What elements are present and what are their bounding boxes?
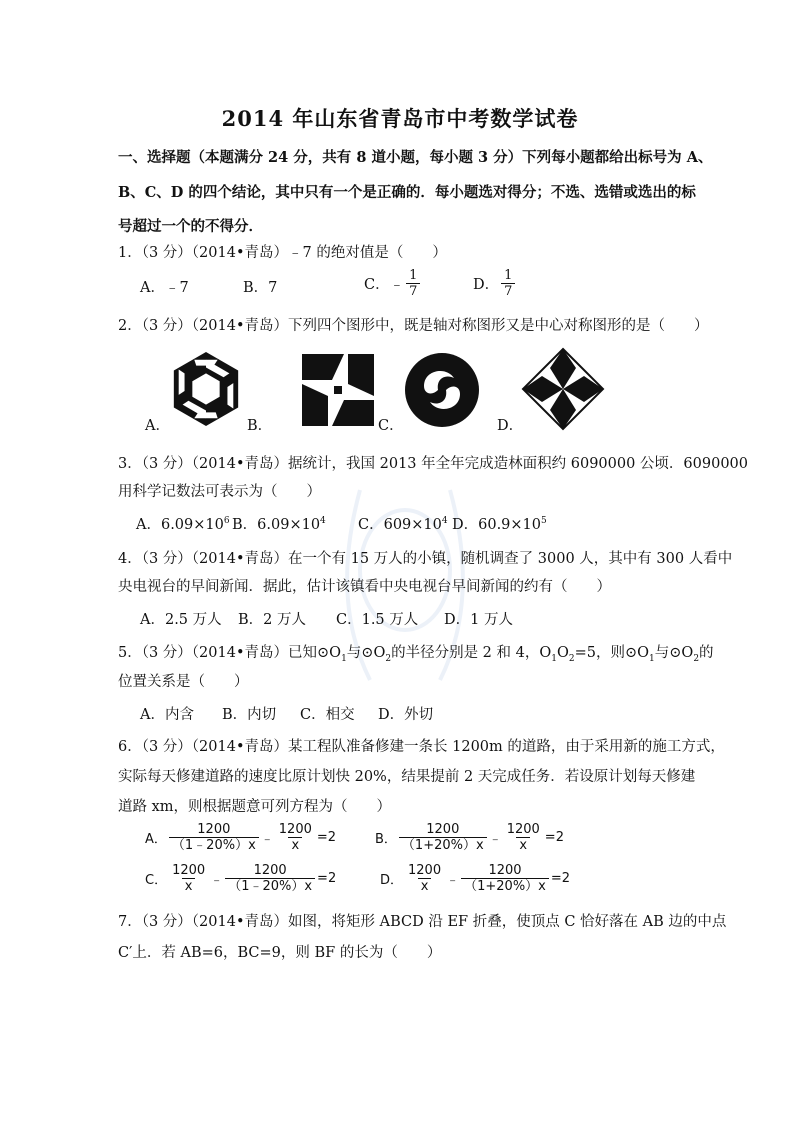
q4-line1: 4．（3 分）（2014•青岛）在一个有 15 万人的小镇，随机调查了 3000 人，其中有 300 人看中 bbox=[118, 551, 733, 567]
q3-options bbox=[136, 513, 656, 535]
tomoe-circle-figure-icon bbox=[402, 350, 482, 430]
q6-option-d: D． $\frac{1200}{x}$ ﹣ $\frac{1200}{(1+20\%)x}$ =2 bbox=[380, 863, 571, 894]
section1-line1: 一、选择题（本题满分 24 分，共有 8 道小题，每小题 3 分）下列每小题都给出标号为 A、 bbox=[118, 149, 713, 166]
q3-option-a: A．$6.09\times 10^6$ bbox=[136, 516, 230, 533]
q1-options bbox=[140, 268, 660, 306]
q3-option-b: B．$6.09\times 10^4$ bbox=[232, 516, 326, 533]
q5-option-d: D．外切 bbox=[378, 707, 434, 723]
q6-line3: 道路 xm，则根据题意可列方程为（ ） bbox=[118, 799, 392, 815]
q5-line1: 5．（3 分）（2014•青岛）已知$⊙O_1$与$⊙O_2$的半径分别是 2 和 4，$O_1O_2=5$，则$⊙O_1$与$⊙O_2$的 bbox=[118, 645, 714, 664]
q3-line2: 用科学记数法可表示为（ ） bbox=[118, 484, 321, 500]
q6-line1: 6．（3 分）（2014•青岛）某工程队准备修建一条长 1200m 的道路，由于采用新的施工方式， bbox=[118, 739, 725, 755]
q3-option-c: C．$609\times 10^4$ bbox=[358, 516, 448, 533]
q2-option-a: A． bbox=[145, 418, 170, 434]
q6-option-c: C． $\frac{1200}{x}$ ﹣ $\frac{1200}{(1﹣20\%)x}$ =2 bbox=[145, 863, 337, 894]
windmill-diamond-figure-icon bbox=[520, 346, 606, 432]
q2-text: 2．（3 分）（2014•青岛）下列四个图形中，既是轴对称图形又是中心对称图形的是（ ） bbox=[118, 318, 709, 334]
q4-option-b: B．2 万人 bbox=[238, 612, 306, 628]
q4-option-a: A．2.5 万人 bbox=[140, 612, 222, 628]
q1-option-b: B．7 bbox=[243, 280, 278, 296]
q5-option-a: A．内含 bbox=[140, 707, 194, 723]
q5-option-c: C．相交 bbox=[300, 707, 355, 723]
q4-options bbox=[140, 608, 660, 630]
q6-option-a: A． $\frac{1200}{(1﹣20\%)x}$ ﹣ $\frac{1200}{x}$ =2 bbox=[145, 822, 337, 853]
q5-options bbox=[140, 703, 660, 725]
q1-option-d: D． $\frac{1}{7}$ bbox=[473, 268, 517, 299]
q1-option-a: A．﹣7 bbox=[140, 280, 189, 296]
q3-option-d: D．$60.9\times 10^5$ bbox=[452, 516, 547, 533]
q7-line2: C′上．若 AB=6，BC=9，则 BF 的长为（ ） bbox=[118, 945, 442, 961]
q1-text: 1．（3 分）（2014•青岛）﹣7 的绝对值是（ ） bbox=[118, 245, 447, 261]
q5-line2: 位置关系是（ ） bbox=[118, 674, 249, 690]
q3-line1: 3．（3 分）（2014•青岛）据统计，我国 2013 年全年完成造林面积约 6090000 公顷．6090000 bbox=[118, 456, 749, 472]
q2-option-c: C． bbox=[378, 418, 404, 434]
q4-line2: 央电视台的早间新闻．据此，估计该镇看中央电视台早间新闻的约有（ ） bbox=[118, 579, 611, 595]
section1-line3: 号超过一个的不得分． bbox=[118, 218, 263, 235]
q7-line1: 7．（3 分）（2014•青岛）如图，将矩形 ABCD 沿 EF 折叠，使顶点 C 恰好落在 AB 边的中点 bbox=[118, 914, 727, 930]
page-title: 2014 年山东省青岛市中考数学试卷 bbox=[221, 106, 579, 131]
pinwheel-square-figure-icon bbox=[298, 350, 378, 430]
q4-option-c: C．1.5 万人 bbox=[336, 612, 419, 628]
q6-line2: 实际每天修建道路的速度比原计划快 20%，结果提前 2 天完成任务．若设原计划每天修建 bbox=[118, 769, 696, 785]
q5-option-b: B．内切 bbox=[222, 707, 277, 723]
section1-line2: B、C、D 的四个结论，其中只有一个是正确的．每小题选对得分；不选、选错或选出的标 bbox=[118, 184, 696, 201]
q2-option-b: B． bbox=[247, 418, 273, 434]
hexagon-spiral-figure-icon bbox=[167, 350, 245, 428]
q6-option-b: B． $\frac{1200}{(1+20\%)x}$ ﹣ $\frac{1200}{x}$ =2 bbox=[375, 822, 564, 853]
q2-option-d: D． bbox=[497, 418, 524, 434]
q1-option-c: C．﹣ $\frac{1}{7}$ bbox=[364, 268, 422, 299]
q4-option-d: D．1 万人 bbox=[444, 612, 513, 628]
